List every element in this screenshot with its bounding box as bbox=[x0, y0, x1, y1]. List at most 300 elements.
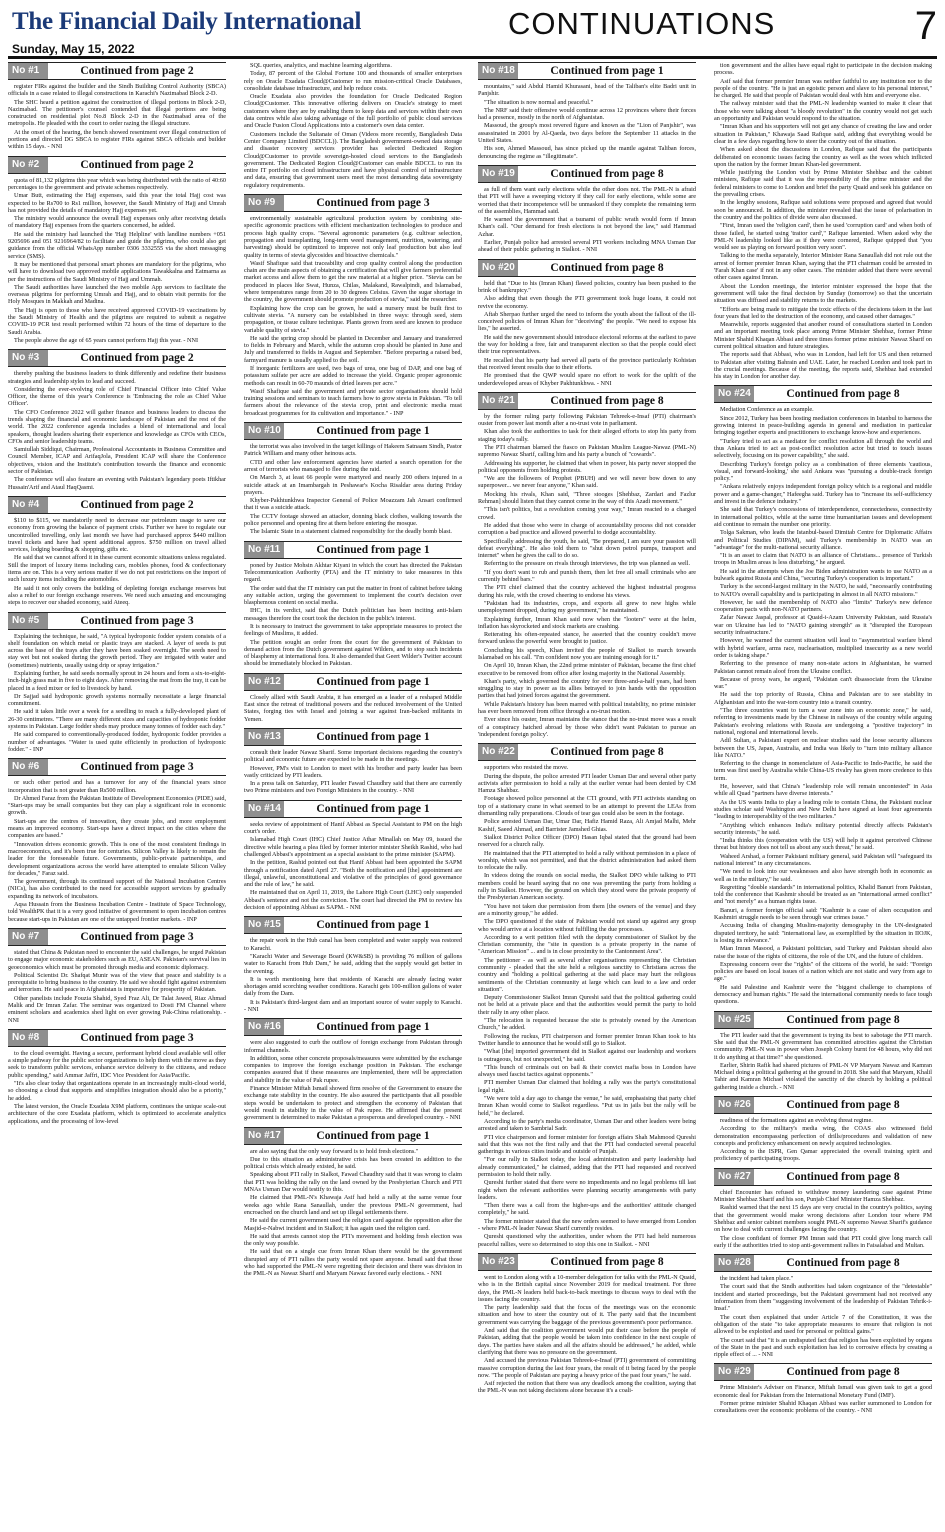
paragraph: as full of them want early elections while the other does not. The PML-N is afraid that PTI will have a sweeping victory if they call for early elections, while some are worried that their incompetence will be unmasked if they complete the remaining term of the assemblies, Hammad said. bbox=[478, 185, 696, 215]
story bbox=[244, 916, 462, 1013]
story-body bbox=[244, 1148, 462, 1278]
story bbox=[714, 1011, 932, 1091]
paragraph: He said that we cannot afford it in these current economic situations unless regulated. Still the import of luxury items including cars, mobiles phones, food & confectionary items are on. This is a very serious matter if we do not put restrictions on the import of such luxury items including the automobiles. bbox=[8, 554, 226, 584]
story bbox=[244, 62, 462, 189]
story-number: No #14 bbox=[244, 801, 284, 817]
story-header bbox=[478, 165, 696, 183]
story bbox=[714, 1096, 932, 1163]
paragraph: At the onset of the hearing, the bench showed resentment over illegal construction of portions and directed DG SBCA to register FIRs against SBCA officials and builder within 15 days. - NNI bbox=[8, 128, 226, 151]
paper-name: The Financial Daily International bbox=[12, 8, 362, 35]
paragraph: He said it takes little over a week for a seedling to reach a fully-developed plant of 26-30 centimetres. "There are many different sizes and capacities of hydroponic fodder systems in Pakistan. Large fodder sheds may produce many tonnes of fodder each day." bbox=[8, 708, 226, 731]
paragraph: Specifically addressing the youth, he said, "Be prepared, I am sure your passion will defeat everything". He also told them to "shut down petrol pumps, transport and internet" when he gives the call to do so. bbox=[478, 537, 696, 560]
paragraph: poned by Justice Mohsin Akhtar Kiyani in which the court has directed the Pakistan Telecommunication Authority (PTA) and the IT ministry to take measures in this regard. bbox=[244, 561, 462, 584]
paragraph: The Saudi authorities have launched the two mobile App services to facilitate the overseas pilgrims for performing Umrah and Hajj, and to obtain visit permits for the Holy Mosques in Makkah and Madina. bbox=[8, 283, 226, 306]
story-number: No #4 bbox=[8, 497, 48, 513]
paragraph: According to a writ petition filed with the deputy commissioner of Sialkot by the Christian community, the "site in question is a private property in the name of "American Mission" ... and is in close proximity to the Cantonment Area". bbox=[478, 933, 696, 956]
paragraph: or such other period and has a turnover for any of the financial years since incorporation that is not greater than Rs500 million. bbox=[8, 779, 226, 794]
paragraph: Explaining further, Imran Khan said now when the "looters" were at the helm, inflation has skyrocketed and stock markets are crashing. bbox=[478, 615, 696, 630]
paragraph: held that "Due to his (Imran Khan) flawed policies, country has been pushed to the brink of bankruptcy." bbox=[478, 279, 696, 294]
story-number: No #25 bbox=[714, 1012, 754, 1028]
paragraph: Ever since his ouster, Imran maintains the stance that the no-trust move was a result of a conspiracy hatched abroad by those who didn't want Pakistan to pursue an 'independent foreign policy'. bbox=[478, 716, 696, 738]
paragraph: However, he said the membership of NATO also "limits" Turkey's new defence cooperation pacts with non-NATO partners. bbox=[714, 598, 932, 614]
paragraph: Since 2012, Turkey has been hosting mediation conferences in Istanbul to harness the growing interest in peace-building agenda in general and mediation in particular bringing together experts and practitioners to exchange know-how and experiences. bbox=[714, 414, 932, 437]
paragraph: The SHC heard a petition against the construction of illegal portions in Block 2-D, Nazimabad. The petitioner's counsel contended that illegal portions are being constructed on residential plot No.8 Block 2-D in the Nazimabad area of the metropolis. He pleaded with the court to order razing the illegal structure. bbox=[8, 98, 226, 128]
paragraph: Khyber-Pakhtunkhwa Inspector General of Police Moazzam Jah Ansari confirmed that it was a suicide attack. bbox=[244, 497, 462, 512]
paragraph: On March 3, at least 66 people were martyred and nearly 200 others injured in a suicide attack at an Imambargah in Peshawar's Kocha Risaldar area during Friday prayers. bbox=[244, 474, 462, 496]
story-body bbox=[244, 562, 462, 668]
paragraph: consult their leader Nawaz Sharif. Some important decisions regarding the country's political and economic future are expected to be made in the meetings. bbox=[244, 748, 462, 764]
story-title: Continued from page 2 bbox=[80, 352, 194, 365]
story-title: Continued from page 8 bbox=[786, 1257, 900, 1270]
story-title: Continued from page 1 bbox=[316, 675, 430, 688]
story-title: Continued from page 8 bbox=[786, 1099, 900, 1111]
paragraph: It is worth mentioning here that residents of Karachi are already facing water shortages amid scorching weather conditions. Karachi gets 100-million gallons of water daily from the Dam. bbox=[244, 975, 462, 998]
story-body bbox=[8, 1050, 226, 1125]
paragraph: And said that the coalition government would put their case before the people of Pakistan, adding that the people would be taken into confidence in the next couple of days. The parties have stakes and all the affairs should be addressed," he added, while clarifying that there was no pressure on the government. bbox=[478, 1327, 696, 1356]
paragraph: However, PM's visit to London to meet with his brother and party leader has been vastly criticized by PTI leaders. bbox=[244, 764, 462, 779]
paragraph: About the London meetings, the interior minister expressed the hope that the government will take the final decision by Sunday (tomorrow) so that the uncertain situation was diffused and stability returns to the markets. bbox=[714, 282, 932, 305]
paragraph: Due to this situation an administrative crisis has been created in addition to the political crisis which already existed, he said. bbox=[244, 1155, 462, 1171]
story-body bbox=[244, 443, 462, 536]
paragraph: The court said that "it is an undisputed fact that religion has been exploited by organs of the State in the past and such exploitation has led to corrosive effects by creating a ripple effect of ... - NNI bbox=[714, 1336, 932, 1359]
story-title: Continued from page 1 bbox=[316, 1129, 430, 1142]
paragraph: Wasif Shafique said that traceability and crop quality control along the production chain are the main aspects of obtaining a certification that will give farmers preferential market access and allow them to get the raw material at a higher price. "Stevia can be produced in places like Swat, Hunza, Chilas, Malakand, Rawalpindi, and Islamabad, where temperatures range from 20 to 30 degrees Celsius. Given the sugar shortage in the country, the government should promote production of stevia," said the researcher. bbox=[244, 259, 462, 304]
paragraph: "This bunch of criminals out on bail & their convict mafia boss in London have always used fascist tactics against opponents." bbox=[478, 1063, 696, 1079]
paragraph: environmentally sustainable agricultural production system by combining site-specific agronomic practices with efficient mechanization technologies to produce and process high quality crops. "Several agronomic parameters (e.g. cultivar selection, propagation and transplanting, long-term weed management, nutrition, watering, and harvesting) should be optimized to improve not only leaf production but also leaf quality in terms of stevia glycosides and bioactive chemicals." bbox=[244, 215, 462, 259]
paragraph: Expressing concern over the "rights" of the citizens of the world, he said: "Foreign policies are based on local issues of a nation which are not static and vary from age to age." bbox=[714, 960, 932, 983]
paragraph: PTI member Usman Dar claimed that holding a rally was the party's constitutional legal right. bbox=[478, 1079, 696, 1094]
paragraph: He said that on a single cue from Imran Khan there would be the government disrupted any of PTI rallies the party would not spare anyone. Ismail said that those who had supported the PML-N were regretting their decision and there was division in the PML-N as Nawaz Sharif and Maryam Nawaz favored early elections. - NNI bbox=[244, 1248, 462, 1278]
story-number: No #3 bbox=[8, 350, 48, 366]
story-header bbox=[244, 1127, 462, 1145]
story-number: No #18 bbox=[478, 63, 518, 79]
story-body bbox=[8, 177, 226, 345]
paragraph: Turkey is the second-largest military in the NATO, he said, "necessarily contributing to NATO's overall capability and is participating in almost in all NATO missions." bbox=[714, 583, 932, 598]
paragraph: Asif said that former premier Imran was neither faithful to any institution nor to the people of the country. "He is just an egoistic person and slave to his personal interest," he charged. He said that people of Pakistan would deal with him and everyone else. bbox=[714, 77, 932, 100]
story-number: No #22 bbox=[478, 744, 518, 760]
story bbox=[8, 1029, 226, 1125]
story-body bbox=[478, 186, 696, 254]
paragraph: "The relocation is requested because the site is privately owned by the American Church," he added. bbox=[478, 1017, 696, 1032]
paragraph: mountains," said Abdul Hamid Khurasani, head of the Taliban's elite Badri unit in Panjshir. bbox=[478, 83, 696, 98]
story-number: No #11 bbox=[244, 542, 284, 558]
story-body bbox=[714, 1032, 932, 1091]
story bbox=[478, 259, 696, 387]
story bbox=[478, 743, 696, 1248]
paragraph: Referring to the presence of many non-state actors in Afghanistan, he warned Pakistan cannot remain aloof from the Ukraine conflict. bbox=[714, 660, 932, 675]
paragraph: Concluding his speech, Khan invited the people of Sialkot to march towards Islamabad on his call. "I'm confident now you are training enough for it." bbox=[478, 646, 696, 661]
paragraph: Explaining further, he said seeds normally sprout in 24 hours and form a six-to-eight-inch-high grass mat in five to eight days. After removing the mat from the tray, it can be placed in a feed mixer or fed to livestock by hand. bbox=[8, 670, 226, 692]
paragraph: Qureshi questioned why the authorities, under whom the PTI had held numerous peaceful rallies, were so determined to stop this one in Sialkot. - NNI bbox=[478, 1233, 696, 1248]
story bbox=[8, 62, 226, 151]
paragraph: chief Encounter has refused to withdraw money laundering case against Prime Minister Shehbaz Sharif and his son, Punjab Chief Minister Hamza Shehbaz. bbox=[714, 1188, 932, 1204]
paragraph: He, however, said that China's "leadership role will remain uncontested" in Asia while all Quad "partners have diverse interests." bbox=[714, 783, 932, 798]
paragraph: "It's also clear today that organizations operate in an increasingly multi-cloud world, so choosing a cloud that supports and simplifies integration should also be a priority," he added. bbox=[8, 1080, 226, 1102]
paragraph: He maintained that on April 11, 2019, the Lahore High Court (LHC) only suspended Abbasi's sentence and not the conviction. The court had directed the PM to review his decision of appointing Abbasi as SAPM. - NNI bbox=[244, 889, 462, 912]
paragraph: It is Pakistan's third-largest dam and an important source of water supply to Karachi. - NNI bbox=[244, 998, 462, 1013]
paragraph: Explaining how the crop can be grown, he said a nursery must be built first to cultivate stevia. "A nursery can be established in three ways: through seed, stem propagation, or tissue culture technique. Plants grown from seed are known to produce variable quality of stevia." bbox=[244, 304, 462, 334]
story bbox=[714, 62, 932, 380]
paragraph: The CFO Conference 2022 will gather finance and business leaders to discuss the trends shaping the financial and economic landscape of Pakistan and the rest of the world. The 2022 conference agenda includes a blend of international and local speakers, thought leaders sharing their experience and knowledge as CFOs with CEOs, CFOs and senior leadership teams. bbox=[8, 408, 226, 445]
page-number: 7 bbox=[914, 4, 937, 48]
paragraph: "What [the] imported government did in Sialkot against our leadership and workers is outrageous, but not unexpected," he said. bbox=[478, 1048, 696, 1063]
story-title: Continued from page 1 bbox=[316, 1021, 430, 1034]
paragraph: He added that those who were in charge of accountability process did not consider corruption a bad practice and allowed powerful to dodge accountability. bbox=[478, 521, 696, 537]
column-2 bbox=[244, 62, 462, 1524]
story-number: No #17 bbox=[244, 1128, 284, 1144]
story-body bbox=[244, 749, 462, 795]
paragraph: He said Palestine and Kashmir were the "biggest challenge to champions of democracy and human rights." He said the international community needs to face tough questions. bbox=[714, 983, 932, 1006]
paragraph: "If you don't want to rub and punish them, then let free all small criminals who are currently behind bars." bbox=[478, 568, 696, 584]
paragraph: According to the party's media coordinator, Usman Dar and other leaders were being arrested and taken to Sambrial Sadr. bbox=[478, 1117, 696, 1133]
paragraph: "It is an asset to claim that NATO is an alliance of Christians... presence of Turkish troops in Muslim areas is less disturbing," he argued. bbox=[714, 552, 932, 567]
paragraph: The order said that the IT ministry can put the matter in front of cabinet before taking any suitable action, urging the government to implement the court's decision over blasphemous content on social media. bbox=[244, 584, 462, 607]
paragraph: The close confidant of former PM Imran said that PTI could give long march call early if the authorities tried to stop anti-government rallies in Faisalabad and Multan. bbox=[714, 1234, 932, 1249]
paragraph: Accusing India of changing Muslim-majority demography in the UN-designated disputed territory, he said: "international law, as exemplified by the situation in IIOJK, is losing its relevance." bbox=[714, 922, 932, 944]
paragraph: In the petition, Rashid pointed out that Hanif Abbasi had been appointed the SAPM through a notification dated April 27. "Both the notification and [the] appointment are illegal, unlawful, unconstitutional and violative of the principles of good governance and the rule of law," he said. bbox=[244, 859, 462, 889]
paragraph: Dr Ahmed Faraz from the Pakistan Institute of Development Economics (PIDE) said, "Start-ups may be small companies but they can play a significant role in economic growth. bbox=[8, 794, 226, 817]
story-header bbox=[8, 349, 226, 367]
paragraph: Earlier, Shirin Rafik had shared pictures of PML-N VP Maryam Nawaz and Kamran Michael doing a political gathering at the ground in 2018. She said that Maryam, Khalil Tahir and Kamran Michael violated the sanctity of the church by holding a political gathering inside a church. - NNI bbox=[714, 1061, 932, 1091]
section-title: CONTINUATIONS bbox=[508, 6, 776, 41]
story-title: Continued from page 3 bbox=[80, 761, 194, 774]
paragraph: He said compared to conventionally-produced fodder, hydroponic fodder provides a number of advantages. "Water is used quite efficiently in production of hydroponic fodder." - INP bbox=[8, 731, 226, 753]
story-title: Continued from page 8 bbox=[550, 167, 664, 180]
paragraph: seeks review of appointment of Hanif Abbasi as Special Assistant to PM on the high court's order. bbox=[244, 820, 462, 836]
paragraph: The DPO questioned if the state of Pakistan would not stand up against any group who would arrive at a location without fulfilling the due processes. bbox=[478, 918, 696, 933]
paragraph: If inorganic fertilizers are used, two bags of urea, one bag of DAP, and one bag of potassium sulfate per acre are added to increase the yield. Organic proper agronomic methods can result in 60-70 maunds of dried leaves per acre." bbox=[244, 364, 462, 387]
story bbox=[478, 392, 696, 738]
story bbox=[714, 385, 932, 1005]
story-number: No #9 bbox=[244, 195, 284, 211]
paragraph: Reiterating his often-repeated stance, he asserted that the country couldn't move forward unless the powerful were brought to justice. bbox=[478, 631, 696, 646]
story-title: Continued from page 8 bbox=[550, 746, 664, 759]
story-header bbox=[244, 800, 462, 818]
story-number: No #28 bbox=[714, 1255, 754, 1271]
paragraph: "Karachi Water and Sewerage Board (KW&SB) is providing 76 million of gallons water to Karachi from Hub Dam," he said, adding that the supply would get better in the evening. bbox=[244, 952, 462, 975]
story-header bbox=[8, 612, 226, 630]
paragraph: the terrorist was also involved in the target killings of Hakeem Satnaam Sindh, Pastor Patrick William and many other heinous acts. bbox=[244, 443, 462, 458]
story-number: No #29 bbox=[714, 1364, 754, 1380]
story bbox=[244, 1018, 462, 1121]
story-header bbox=[478, 1253, 696, 1271]
paragraph: readiness of the formations against an evolving threat regime. bbox=[720, 1117, 873, 1124]
paragraph: He said the new government should introduce electoral reforms at the earliest to pave the way for holding a free, fair and transparent election so that the people could elect their true representatives. bbox=[478, 333, 696, 356]
paragraph: Mediation Conference as an example. bbox=[720, 406, 814, 414]
story-header bbox=[244, 541, 462, 559]
paragraph: "Imran Khan and his supporters will not get any chance of creating the law and order situation in Pakistan," Khawaja Saad Rafique said, adding that everything would be clear in a few days regarding how to steer the country out of the situation. bbox=[714, 123, 932, 145]
paragraph: In the lengthy sessions, Rafique said solutions were proposed and agreed that would soon be announced. In addition, the minister revealed that the issue of polarisation in the country and the politics of divide were also discussed. bbox=[714, 199, 932, 221]
story-header bbox=[478, 259, 696, 277]
story-body bbox=[244, 821, 462, 912]
paragraph: Rashid warned that the next 15 days are very crucial in the country's politics, saying that the government would make wrong decisions after London tour where PM Shehbaz and senior cabinet members sought PML-N supremo Nawaz Sharif's guidance on how to deal with current challenges facing the country. bbox=[714, 1204, 932, 1234]
paragraph: "Ankara relatively enjoys independent foreign policy which is a regional and middle power and a game-changer," Hafeegha said. Turkey has to "increase its self-sufficiency and invest in the defence industry." bbox=[714, 483, 932, 506]
paragraph: In addition, some other concrete proposals/measures were submitted by the exchange companies to improve the foreign exchange position in Pakistan. The exchange companies assured that if these measures are implemented, there will be appreciation and stability in the value of Pak rupee. bbox=[244, 1054, 462, 1084]
paragraph: The court said that the Sindh authorities had taken cognizance of the "detestable" incident and started proceedings, but the Pakistani government had not received any information from them "suggesting involvement of the leadership of Pakistan Tehrik-i-Insaf." bbox=[714, 1283, 932, 1313]
paragraph: Speaking about PTI rally in Sialkot, Fawad Chaudhry said that it was wrong to claim that PTI was holding the rally on the land owned by the Presbyterian Church and PTI MNAs Usman Dar would testify to this. bbox=[244, 1171, 462, 1194]
paragraph: were also suggested to curb the outflow of foreign exchange from Pakistan through informal channels. bbox=[244, 1039, 462, 1054]
story bbox=[244, 728, 462, 795]
paragraph: tion government and the allies have equal right to participate in the decision making process. bbox=[714, 62, 932, 77]
paragraph: Qureshi further stated that there were no impediments and no legal problems till last night when the relevant authorities were planning security arrangements with party leaders. bbox=[478, 1179, 696, 1201]
paragraph: $110 to $115, we mandatorily need to decrease our petroleum usage to save our economy from growing the balance of payment crisis. Further we have to regulate our uncontrolled travelling, only last month we have had purchased approx $440 million travel tickets and have had spent additional approx. $750 million on travel allied services, lodging boarding & shopping, gifts etc. bbox=[8, 516, 226, 554]
story-number: No #27 bbox=[714, 1169, 754, 1185]
story-header bbox=[714, 1168, 932, 1186]
paragraph: "For our rally in Sialkot today, the local administration and party leadership had already communicated," he claimed, adding that the PTI had requested and received permission to hold their rally. bbox=[478, 1156, 696, 1178]
paragraph: Explaining the technique, he said, "A typical hydroponic fodder system consists of a shelf foundation on which metal or plastic trays are stacked. A layer of seeds is put across the base of the trays after they have been soaked overnight. The seeds need to stay wet but not soaked during the growth period. They are irrigated with water and (sometimes) nutrients, usually using drip or spray irrigation." bbox=[8, 632, 226, 669]
paragraph: went to London along with a 10-member delegation for talks with the PML-N Quaid, who is in the British capital since November 2019 for medical treatment. For three days, the PML-N leaders held back-to-back meetings to discuss ways to deal with the issues facing the country. bbox=[478, 1273, 696, 1303]
paragraph: Wasif Shafique said the government and private sector organisations should hold training sessions and seminars to teach farmers how to grow stevia in Pakistan. "To tell farmers about the relevance of the stevia crop, print and electronic media must broadcast programmes for its cultivation and importance." - INP bbox=[244, 387, 462, 417]
story-body bbox=[478, 280, 696, 387]
paragraph: Earlier, Punjab police had arrested several PTI workers including MNA Usman Dar ahead of their public gathering in Sialkot. - NNI bbox=[478, 239, 696, 254]
story-body bbox=[244, 937, 462, 1013]
paragraph: He said in the attempts when the Joe Biden administration wants to use NATO as a bulwark against Russia and China, "securing Turkey's cooperation is important." bbox=[714, 567, 932, 582]
paragraph: He maintained that the PTI attempted to hold a rally without permission in a place of worship, which was not permitted, and that the district administration had asked them to relocate the rally. bbox=[478, 849, 696, 872]
paragraph: "Turkey tried to act as a mediator for conflict resolution all through the world and thus Ankara tried to act as post-conflict resolution actor but tried to touch issues selectively, focusing on its power capability," she said. bbox=[714, 437, 932, 460]
paragraph: Mocking his rivals, Khan said, "Three stooges [Shehbaz, Zardari and Fazlur Rehman] should listen that they cannot come in the way of this Azadi movement." bbox=[478, 490, 696, 506]
story bbox=[244, 800, 462, 912]
paragraph: are also saying that the only way forward is to hold fresh elections." bbox=[250, 1147, 419, 1155]
story-header bbox=[478, 743, 696, 761]
column-4 bbox=[714, 62, 932, 1524]
paragraph: He said the top priority of Russia, China and Pakistan are to see stability in Afghanistan and into the war-torn country into a transit country. bbox=[714, 691, 932, 706]
story-title: Continued from page 8 bbox=[786, 388, 900, 401]
paragraph: He said the current government used the religion card against the opposition after the Masjid-e-Nabwi incident and in Sialkot; it has again used the religion card. bbox=[244, 1217, 462, 1232]
paragraph: He warned the government that a tsunami of public wrath would form if Imran Khan's call. "Our demand for fresh elections is not beyond the law," said Hammad Azhar. bbox=[478, 216, 696, 238]
paragraph: Massoud, the group's most revered figure and known as the "Lion of Panjshir", was assassinated in 2001 by Al-Qaeda, two days before the September 11 attacks in the United States. bbox=[478, 122, 696, 145]
paragraph: The latest version, the Oracle Exadata X9M platform, continues the unique scale-out architecture of the core Exadata platform, which is optimized to accelerate analytics applications, and the processing of low-level bbox=[8, 1102, 226, 1125]
paragraph: And accused the previous Pakistan Tehreek-e-Insaf (PTI) government of committing massive corruption during the last four years, the result of it being faced by the people now. "The people of Pakistan are paying a heavy price of the past four years," he said. bbox=[478, 1357, 696, 1379]
story-title: Continued from page 8 bbox=[786, 1013, 900, 1026]
paragraph: He said that arrests cannot stop the PTI's movement and holding fresh election was the only way possible. bbox=[244, 1232, 462, 1248]
paragraph: It may be mentioned that personal smart phones are mandatory for the pilgrims, who will have to download two approved mobile applications Tawakkalna and Eatmarna as per the instructions of the Saudi Ministry of Hajj and Ummah. bbox=[8, 260, 226, 283]
paragraph: His son, Ahmed Massoud, has since picked up the mantle against Taliban forces, denouncing the regime as "illegitimate". bbox=[478, 145, 696, 160]
story bbox=[478, 1253, 696, 1395]
paragraph: Asif rejected the notion that there was any deadlock among the coalition, saying that the PML-N was not taking decisions alone because it's a coali- bbox=[478, 1380, 696, 1395]
story-body bbox=[478, 83, 696, 160]
paragraph: Umar Butt, estimating the Hajj expenses, said this year the total Hajj cost was expected to be Rs700 to Rs1 million, however, the Saudi Ministry of Hajj and Umrah has not provided the details of mandatory Hajj expenses yet. bbox=[8, 192, 226, 214]
paragraph: He said the ministry had launched the 'Hajj Helpline' with landline numbers +051 9205696 and 051 9216964/82 to facilitate and guide the pilgrims, who could also get guidance from the official WhatsApp number 0306 3332555 via the short messaging service (SMS). bbox=[8, 230, 226, 260]
story-header bbox=[714, 1254, 932, 1272]
story-number: No #21 bbox=[478, 393, 518, 409]
story-header bbox=[478, 62, 696, 80]
story-number: No #7 bbox=[8, 929, 48, 945]
paragraph: Describing Turkey's foreign policy as a combination of three elements 'cautious, visual, and forward-looking,' she said Ankara was "pursuing a double-track foreign policy." bbox=[714, 460, 932, 483]
story-header bbox=[244, 422, 462, 440]
paragraph: Because of proxy wars, he argued, "Pakistan can't disassociate from the Ukraine war." bbox=[714, 675, 932, 691]
paragraph: The PTI leader said that the government is trying its best to sabotage the PTI march. She said that the PML-N government has committed atrocities against the Christian community. PML-N was in power when Joseph Colony burnt for 48 hours, why did not it do anything at that time?" she questioned. bbox=[714, 1031, 932, 1061]
story-body bbox=[8, 517, 226, 607]
story-number: No #6 bbox=[8, 759, 48, 775]
paragraph: Mian Imran Masood, a Pakistani politician, said Turkey and Pakistan should also raise the issue of the rights of citizens, the role of the UN, and the future of children. bbox=[714, 945, 932, 960]
paragraph: "Anything which enhances India's military potential directly affects Pakistan's security interests," he said. bbox=[714, 821, 932, 836]
paragraph: During the dispute, the police arrested PTI leader Usman Dar and several other party activists after permission to hold a rally at the earlier venue had been denied by CM Hamza Shahbaz. bbox=[478, 772, 696, 795]
paragraph: Prime Minister's Adviser on Finance, Miftah Ismail was given task to get a good economic deal for Pakistan from the International Monetary Fund (IMF). bbox=[714, 1384, 932, 1399]
paragraph: Police arrested Usman Dar, Umar Dar, Hafiz Hamid Raza, Ali Amjad Malhi, Mehr Kashif, Saeed Ahmad, and Barrister Jamshed Ghias. bbox=[478, 818, 696, 833]
paragraph: IHC, in its verdict, said that the Dutch politician has been inciting anti-Islam messages therefore the court took the decision in the public's interest. bbox=[244, 607, 462, 622]
paragraph: In videos doing the rounds on social media, the Sialkot DPO while talking to PTI members could be heard saying that no one was preventing the party from holding a rally in Sialkot. However, the ground on which they stood were the private property of the Presbyterian American society. bbox=[478, 872, 696, 902]
paragraph: "We need to look into our weaknesses and also have strength both in economic as well as in the military," he said. bbox=[714, 868, 932, 883]
paragraph: Deputy Commissioner Sialkot Imran Qureshi said that the political gathering could not be held at a private place and that the authorities would permit the party to hold their rally in any other place. bbox=[478, 994, 696, 1016]
paragraph: Dr Sajjad said hydroponic growth systems normally necessitate a large financial commitment. bbox=[8, 692, 226, 708]
paragraph: "Pakistan had its industries, crops, and exports all grew to new highs while unemployment dropped, during my government," he maintained. bbox=[478, 599, 696, 615]
paragraph: He recalled that his party had served all parts of the province particularly Kohistan that received ferent results due to their efforts. bbox=[478, 356, 696, 371]
story-title: Continued from page 8 bbox=[786, 1366, 900, 1379]
story-body bbox=[8, 779, 226, 923]
paragraph: "Innovation drives economic growth. This is one of the most consistent findings in macroeconomics, and it's been true for centuries. Silicon Valley is likely to remain the leader for the foreseeable future. Governments, public-private partnerships, and development organizations across the world have attempted to emulate Silicon Valley for decades," Faraz said. bbox=[8, 840, 226, 877]
story-body bbox=[8, 633, 226, 754]
paragraph: Referring to the change in nomenclature of Asia-Pacific to Indo-Pacific, he said the term was first used by Australia while China-US rivalry has given more credence to this term. bbox=[714, 760, 932, 782]
paragraph: Meanwhile, reports suggested that another round of consultations started in London and an important meeting took place among Prime Minister Shehbaz, former Prime Minister Shahid Khaqan Abbasi and three times former prime minister Nawaz Sharif on current political situation and future strategies. bbox=[714, 321, 932, 350]
paragraph: to the cloud overnight. Having a secure, performant hybrid cloud available will offer a simple pathway for the public sector organizations to help them with the move as they seek to transform public services, enhance service delivery to the citizens, and reduce public spending," said Ammar Jaffri, IDC Vice President for Asia/Pacific. bbox=[8, 1049, 226, 1079]
story-title: Continued from page 1 bbox=[550, 65, 664, 77]
dateline: Sunday, May 15, 2022 bbox=[12, 42, 135, 56]
story-title: Continued from page 1 bbox=[316, 425, 430, 438]
paragraph: Waheed Arshad, a former Pakistani military general, said Pakistan will "safeguard its national interest" in any circumstances. bbox=[714, 852, 932, 867]
paragraph: She said that Turkey's concessions of interdependence, connectedness, connectivity in international politics, while at the same time humanitarian issues and development aid continue to remain the number one priority. bbox=[714, 506, 932, 528]
story-body bbox=[244, 62, 462, 189]
story-title: Continued from page 8 bbox=[550, 1255, 664, 1268]
paragraph: PTI vice chairperson and former minister for foreign affairs Shah Mahmood Qureshi said that this was not the first rally and that the PTI had conducted several peaceful gatherings in various cities inside and outside of Punjab. bbox=[478, 1133, 696, 1156]
paragraph: "You have not taken due permission from them [the owners of the venue] and they are a minority group," he added. bbox=[478, 902, 696, 917]
story bbox=[8, 349, 226, 491]
paragraph: He said the spring crop should be planted in December and January and transferred to fields in February and March, while the autumn crop should be planted in June and July and transferred to fields in August and September. "Before preparing a raised bed, farmyard manure is usually applied to the soil. bbox=[244, 334, 462, 364]
paragraph: The party leadership said that the focus of the meetings was on the economic situation and how to steer the country out of it. The party said that the incumbent government was carrying the baggage of the previous government's poor performance. bbox=[478, 1304, 696, 1326]
paragraph: The conference will also feature an evening with Pakistan's legendary poets Iftikhar Hussain'Arif and Ataul HaqQasmi. bbox=[8, 476, 226, 491]
paragraph: In a press talk on Saturday, PTI leader Fawad Chaudhry said that there are currently two Prime ministers and two Foreign Ministers in the country. - NNI bbox=[244, 780, 462, 795]
paragraph: by the former ruling party following Pakistan Tehreek-e-Insaf (PTI) chairman's ouster from power last month after a no-trust vote in parliament. bbox=[478, 412, 696, 428]
paragraph: Considering the ever-evolving role of Chief Financial Officer into Chief Value Officer, the theme of this year's Conference is 'Embracing the role as Chief Value Officer'. bbox=[8, 385, 226, 408]
paragraph: The people above the age of 65 years cannot perform Hajj this year. - NNI bbox=[14, 336, 199, 344]
paragraph: Khan's party, which governed the country for over three-and-a-half years, had been struggling to stay in power as its allies betrayed to join hands with the opposition parties that had joined forces against the government. bbox=[478, 677, 696, 700]
story-body bbox=[714, 406, 932, 1005]
story-title: Continued from page 8 bbox=[550, 394, 664, 407]
story bbox=[8, 612, 226, 754]
paragraph: Closely allied with Saudi Arabia, it has emerged as a leader of a reshaped Middle East since the retreat of traditional powers and the reduced involvement of the United States, forging ties with Israel and joining a war against Iran-backed militants in Yemen. bbox=[244, 693, 462, 723]
paragraph: "First, Imran used the 'religion card', then he used 'corruption card' and when both of those failed, he started using 'traitor card'," Rafique lamented. When asked why the PML-N leadership looked like as if they were cornered, Rafique quipped that "you would see us playing on forward position very soon". bbox=[714, 222, 932, 252]
story-title: Continued from page 3 bbox=[80, 1031, 194, 1044]
paragraph: SQL queries, analytics, and machine learning algorithms. bbox=[250, 62, 392, 69]
paragraph: On April 10, Imran Khan, the 22nd prime minister of Pakistan, became the first chief executive to be removed from office after losing majority in the National Assembly. bbox=[478, 662, 696, 677]
story-number: No #19 bbox=[478, 166, 518, 182]
story-header bbox=[714, 1096, 932, 1114]
paragraph: CTD and other law enforcement agencies have started a search operation for the arrest of terrorists who managed to flee during the raid. bbox=[244, 458, 462, 473]
paragraph: The petitioner - as well as several other organisations representing the Christian community - pleaded that the site held a religious sanctity to Christians across the country and "holding a political gathering at the said place may hurt the religious sentiments of the Christian community at large which can lead to a law and order situation". bbox=[478, 956, 696, 993]
paragraph: The petition sought an order from the court for the government of Pakistan to demand action from the Dutch government against Wilders, and to stop such incidents of blasphemy at international fora. It also demanded that Geert Wilder's Twitter account should be immediately blocked in Pakistan. bbox=[244, 638, 462, 668]
story-number: No #13 bbox=[244, 729, 284, 745]
story-body bbox=[8, 370, 226, 491]
story-body bbox=[714, 1384, 932, 1414]
paragraph: The Islamic State in a statement claimed responsibility for the deadly bomb blast. bbox=[250, 528, 452, 536]
story bbox=[244, 1127, 462, 1278]
story-body bbox=[244, 1039, 462, 1121]
story-body bbox=[478, 413, 696, 738]
paragraph: Khan also took the authorities to task for their alleged efforts to stop his party from staging today's rally. bbox=[478, 428, 696, 443]
story-number: No #5 bbox=[8, 613, 48, 629]
paragraph: Political Scientist Dr. Shafqat Munir was of the view that peace and stability is a prerequisite to bring business to the country. He said we should fight against extremism and terrorism. He said peace in Afghanistan is imperative for prosperity of Pakistan. bbox=[8, 971, 226, 994]
paragraph: Tolga Sakman, who leads the Istanbul-based Dimitab Centre for Diplomatic Affairs and Political Studies (DIPAM), said Turkey's membership in NATO was an "advantage" for the multi-national security alliance. bbox=[714, 529, 932, 551]
paragraph: Customers include the Sultanate of Oman (Videos more recently, Bangladesh Data Center Company Limited (BDCCL)). The Bangladesh government-owned data storage and disaster recovery services provider has selected Dedicated Region Cloud@Customer to provide sovereign-hosted cloud services to the Bangladesh government. The Dedicated Region Cloud@Customer can enable BDCCL to run its entire IT portfolio on cloud infrastructure and have physical control of infrastructure and data, ensuring that government users meet the most demanding data sovereignty regulatory requirements. bbox=[244, 130, 462, 189]
paragraph: Addressing his supporter, he claimed that when in power, his party never stopped the political opponents from holding protests. bbox=[478, 459, 696, 474]
paragraph: The railway minister said that the PML-N leadership wanted to make it clear that those who were talking about "a bloody revolution" in the country would not get such an opportunity and Pakistan would respond to the situation. bbox=[714, 100, 932, 123]
paragraph: However, he warned the current situation will lead to "asymmetrical warfare blend with hybrid warfare, arms race, nuclearisation, multiplied insecurity as a new world order is taking shape." bbox=[714, 637, 932, 659]
story-title: Continued from page 1 bbox=[316, 802, 430, 815]
column-3 bbox=[478, 62, 696, 1524]
paragraph: Talking to the media separately, Interior Minister Rana Sanaullah did not rule out the arrest of former premier Imran Khan, saying that the PTI chairman could be arrested in 'Farah Khan case' if not in any other cases. The minister added that there were several other cases against Imran. bbox=[714, 252, 932, 282]
story-body bbox=[8, 83, 226, 151]
story-header bbox=[8, 496, 226, 514]
paragraph: The ministry would announce the overall Hajj expenses only after receiving details of mandatory Hajj expenses from the quarters concerned, he added. bbox=[8, 215, 226, 230]
paragraph: "India thinks this (cooperation with the US) will help it against perceived Chinese threat but history does not tell us about any such threat," he said. bbox=[714, 837, 932, 852]
story-title: Continued from page 2 bbox=[80, 65, 194, 77]
paragraph: The reports said that Abbasi, who was in London, had left for US and then returned to Pakistan after visiting Bahrain and UAE. Later, he reached London and took part in the crucial meetings. Because of the meeting, the reports said, Shehbaz had extended his stay in London for another day. bbox=[714, 351, 932, 381]
story-header bbox=[244, 673, 462, 691]
story bbox=[244, 422, 462, 536]
paragraph: quota of 81,132 pilgrims this year which was being distributed with the ratio of 40:60 percentages to the government and private schemes respectively. bbox=[8, 176, 226, 191]
paragraph: The former minister stated that the new orders seemed to have emerged from London - where PML-N leader Nawaz Sharif currently resides. bbox=[478, 1217, 696, 1233]
story-number: No #8 bbox=[8, 1030, 48, 1046]
paragraph: The CCTV footage showed an attacker, donning black clothes, walking towards the police personnel and opening fire at them before entering the mosque. bbox=[244, 512, 462, 528]
story-title: Continued from page 8 bbox=[550, 261, 664, 274]
story bbox=[244, 541, 462, 668]
story-header bbox=[714, 1363, 932, 1381]
story-title: Continued from page 3 bbox=[316, 197, 430, 210]
paragraph: As the US wants India to play a leading role to contain China, the Pakistani nuclear studies scholar said Washington and New Delhi have signed at least four agreements "leading to interoperability of the two militaries." bbox=[714, 798, 932, 821]
story-header bbox=[8, 758, 226, 776]
story bbox=[714, 1363, 932, 1414]
paragraph: Former prime minister Shahid Khaqan Abbasi was earlier summoned to London for consultations over the economic problems of the country. - NNI bbox=[714, 1400, 932, 1415]
story bbox=[244, 673, 462, 723]
story-body bbox=[478, 764, 696, 1248]
paragraph: Other panelists include Fouzia Shahid, Syed Fraz Ali, Dr Talat Jawed, Riaz Ahmad Malik and Dr Imran Zafar. The seminar was organized to Dosti FM Channel where eminent scholars and academics shed light on ever growing Pak-China relationship. - NNI bbox=[8, 994, 226, 1024]
story-title: Continued from page 1 bbox=[316, 919, 430, 932]
story-number: No #20 bbox=[478, 260, 518, 276]
paragraph: Sialkot District Police Officer (DPO) Hasan Iqbal stated that the ground had been reserved for a church rally. bbox=[478, 833, 696, 849]
paragraph: Following the ruckus, PTI chairperson and former premier Imran Khan took to his Twitter handle to announce that he would still go to Sialkot. bbox=[478, 1032, 696, 1047]
paragraph: Regretting "double standards" in international politics, Khalid Banuri from Pakistan, told the conference that Kashmir should be treated as an "international armed conflict" and "not merely" as a human rights issue. bbox=[714, 883, 932, 906]
paragraph: "Efforts are being made to mitigate the toxic effects of the decisions taken in the last four years that led to the destruction of the economy, and caused other damages." bbox=[714, 305, 932, 320]
story-body bbox=[8, 949, 226, 1024]
paragraph: He claimed that PML-N's Khawaja Asif had held a rally at the same venue four weeks ago while Rana Sanaullah, under the previous PML-N government, had encroached on the church land and set up illegal settlements there. bbox=[244, 1194, 462, 1216]
paragraph: register FIRs against the builder and the Sindh Building Control Authority (SBCA) officials in a case related to illegal constructions in Karachi's Nazimabad Block 2-D. bbox=[8, 83, 226, 98]
story-body bbox=[244, 694, 462, 723]
paragraph: the repair work in the Hub canal has been completed and water supply was restored to Karachi. bbox=[244, 937, 462, 952]
masthead bbox=[8, 4, 937, 62]
masthead-rule bbox=[8, 56, 937, 59]
story-body bbox=[244, 215, 462, 417]
story-number: No #15 bbox=[244, 917, 284, 933]
paragraph: Samiullah Siddiqui, Chairman, Professional Accountants in Business Committee and Council Member, ICAP and ArifaqJola, President ICAP will share the Conference objectives, vision and the Institute's contribution towards the finance and economic sector of Pakistan. bbox=[8, 446, 226, 476]
story-number: No #16 bbox=[244, 1019, 284, 1035]
paragraph: "We were told a day ago to change the venue," he said, emphasising that party chief Imran Khan would come to Sialkot regardless. "Put us in jails but the rally will be held," he declared. bbox=[478, 1095, 696, 1117]
story-number: No #26 bbox=[714, 1097, 754, 1113]
paragraph: Finance Minister Miftah Ismail showed firm resolve of the Government to ensure the exchange rate stability in the country. He also assured the participants that all possible steps would be undertaken to protect and strengthen the economy of Pakistan that would result in stability in the value of Pak rupee. He affirmed that the present government is determined to make Pakistan a prosperous and developed country. - NNI bbox=[244, 1085, 462, 1122]
paragraph: Aqsa Hussain from the Business Incubation Centre - Institute of Space Technology, told WealthPK that it is a very good initiative of government to open incubation centres because start-ups in Pakistan are one of the untapped frontier markets. - INP bbox=[8, 901, 226, 923]
story-body bbox=[714, 1275, 932, 1358]
story-title: Continued from page 1 bbox=[316, 543, 430, 556]
story bbox=[714, 1168, 932, 1249]
paragraph: The PTI chairman blamed the fiasco on Pakistan Muslim League-Nawaz (PML-N) supremo Nawaz Sharif, calling him and his party a bunch of "cowards". bbox=[478, 443, 696, 459]
story bbox=[8, 758, 226, 923]
story-header bbox=[244, 916, 462, 934]
story-header bbox=[8, 156, 226, 174]
story-title: Continued from page 8 bbox=[786, 1170, 900, 1183]
paragraph: "Then there was a call from the higher-ups and the authorities' attitude changed completely," he said. bbox=[478, 1202, 696, 1217]
paragraph: The court then explained that under Article 7 of the Constitution, it was the obligation of the state "to take appropriate measures to ensure that religion is not allowed to be exploited and used for personal or political gains." bbox=[714, 1313, 932, 1336]
story-title: Continued from page 2 bbox=[80, 158, 194, 171]
paragraph: thereby pushing the business leaders to think differently and redefine their business strategies and leadership styles to lead and succeed. bbox=[8, 370, 226, 385]
paragraph: He promised that the QWP would spare no effort to work for the uplift of the underdeveloped areas of Khyber Pakhtunkhwa. - NNI bbox=[478, 372, 696, 387]
